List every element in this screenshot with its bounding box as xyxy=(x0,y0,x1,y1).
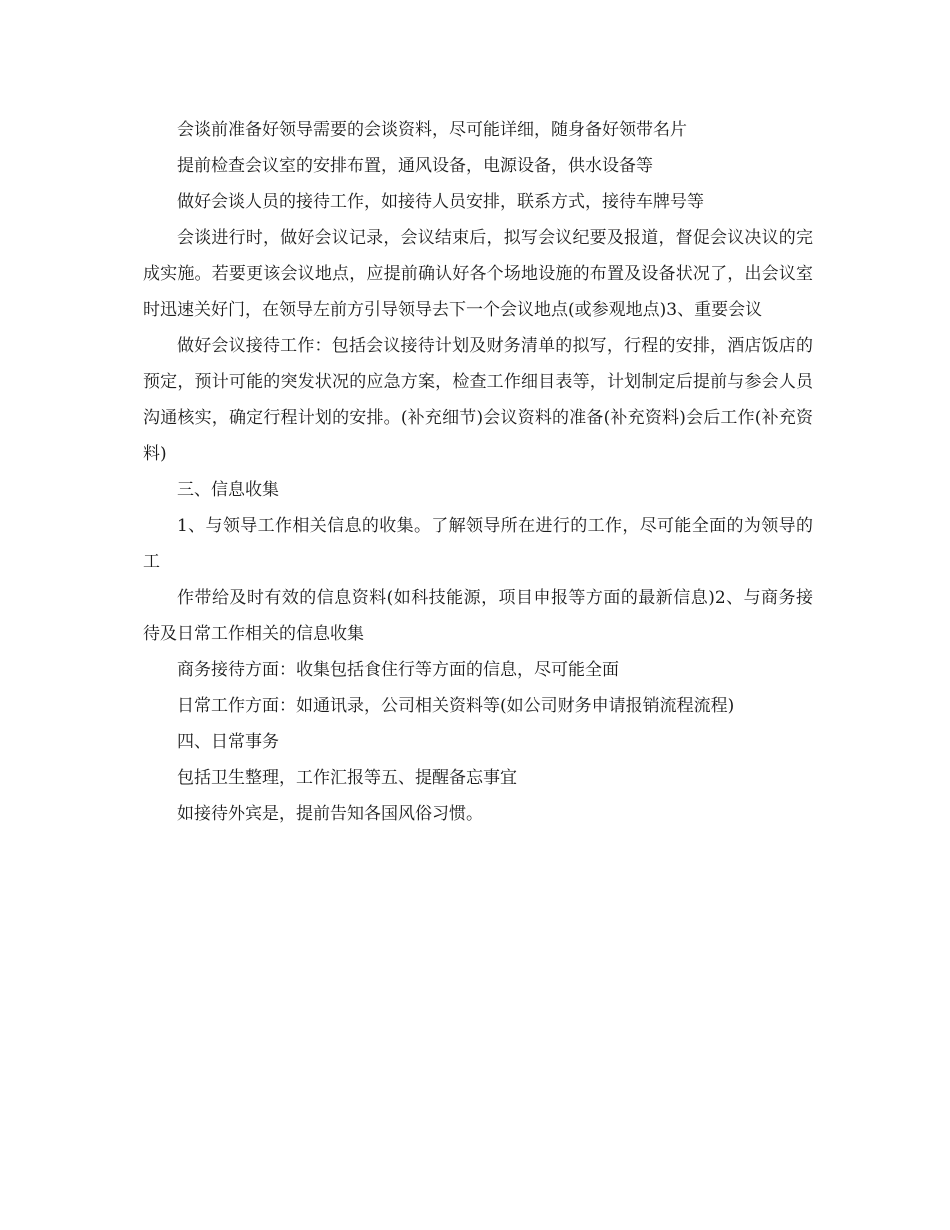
paragraph-meeting-materials: 会谈前准备好领导需要的会谈资料，尽可能详细，随身备好领带名片 xyxy=(177,120,687,140)
paragraph-business-reception: 商务接待方面：收集包括食住行等方面的信息，尽可能全面 xyxy=(177,660,619,680)
paragraph-reception: 做好会谈人员的接待工作，如接待人员安排，联系方式，接待车牌号等 xyxy=(177,192,704,212)
paragraph-leader-info: 1、与领导工作相关信息的收集。了解领导所在进行的工作，尽可能全面的为领导的工 xyxy=(143,516,813,572)
paragraph-important-meeting: 做好会议接待工作：包括会议接待计划及财务清单的拟写，行程的安排，酒店饭店的预定，预计可能的突发状况的应急方案，检查工作细目表等，计划制定后提前与参会人员沟通核实，确定行程计划的安排。(补充细节)会议资料的准备(补充资料)会后工作(补充资料) xyxy=(143,336,813,464)
paragraph-room-check: 提前检查会议室的安排布置，通风设备，电源设备，供水设备等 xyxy=(177,156,653,176)
paragraph-foreign-guests: 如接待外宾是，提前告知各国风俗习惯。 xyxy=(177,804,483,824)
document-body xyxy=(143,112,813,832)
section-heading-daily-affairs: 四、日常事务 xyxy=(177,732,279,752)
section-heading-info-collection: 三、信息收集 xyxy=(177,480,279,500)
paragraph-daily-work: 日常工作方面：如通讯录，公司相关资料等(如公司财务申请报销流程流程) xyxy=(177,696,735,716)
paragraph-info-materials: 作带给及时有效的信息资料(如科技能源，项目申报等方面的最新信息)2、与商务接待及日常工作相关的信息收集 xyxy=(143,588,813,644)
paragraph-meeting-process: 会谈进行时，做好会议记录，会议结束后，拟写会议纪要及报道，督促会议决议的完成实施。若要更该会议地点，应提前确认好各个场地设施的布置及设备状况了，出会议室时迅速关好门，在领导左前方引导领导去下一个会议地点(或参观地点)3、重要会议 xyxy=(143,228,813,320)
paragraph-cleaning-reports: 包括卫生整理，工作汇报等五、提醒备忘事宜 xyxy=(177,768,517,788)
